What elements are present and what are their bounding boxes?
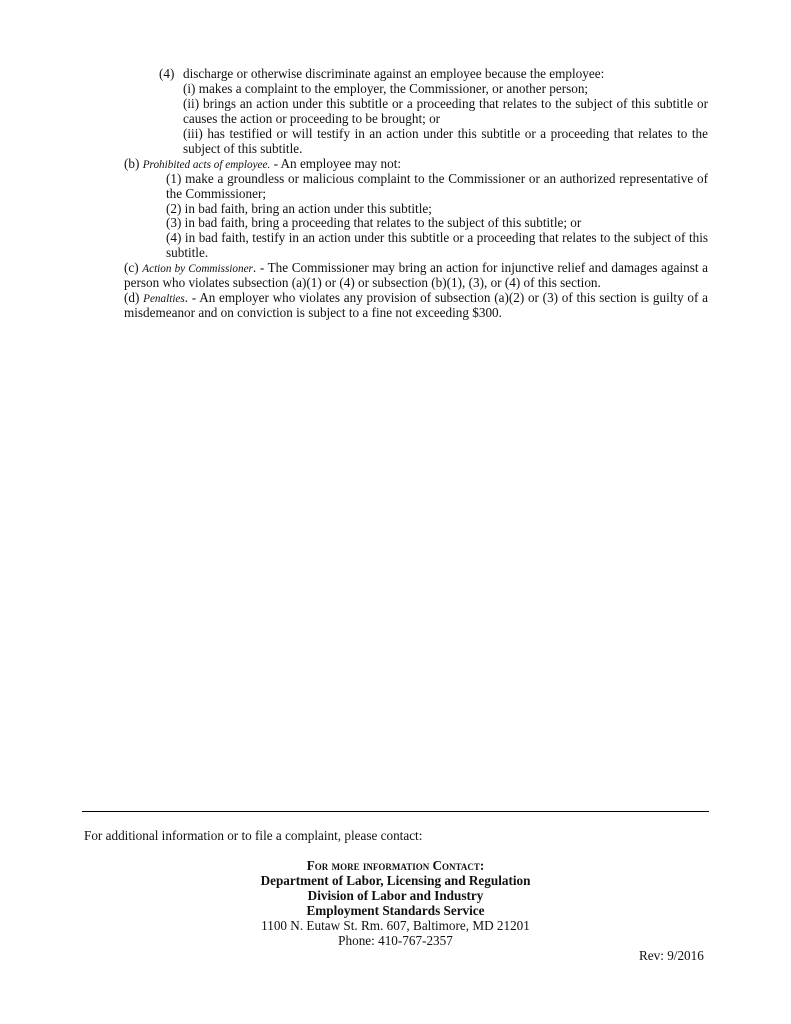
- division-name: Division of Labor and Industry: [307, 888, 484, 903]
- section-d-heading: Penalties: [143, 293, 185, 305]
- section-c-label: (c): [124, 260, 139, 275]
- b-item1-line2: the Commissioner;: [166, 186, 267, 201]
- office-address: 1100 N. Eutaw St. Rm. 607, Baltimore, MD 21201: [261, 918, 530, 933]
- a4-number: (4): [159, 66, 175, 81]
- contact-heading: For more information Contact:: [306, 858, 485, 873]
- footer-divider: [82, 811, 709, 812]
- section-b-label: (b): [124, 156, 140, 171]
- section-d-text-line2: misdemeanor and on conviction is subject to a fine not exceeding $300.: [124, 305, 502, 320]
- section-c-text-line1: . - The Commissioner may bring an action for injunctive relief and damages against a: [252, 260, 708, 275]
- b-item3: (3) in bad faith, bring a proceeding that relates to the subject of this subtitle; or: [166, 215, 582, 230]
- a4-item-ii-line2: causes the action or proceeding to be brought; or: [183, 111, 441, 126]
- b-item2: (2) in bad faith, bring an action under this subtitle;: [166, 201, 432, 216]
- a4-item-ii-line1: (ii) brings an action under this subtitle or a proceeding that relates to the subject of this subtitle or: [183, 96, 708, 111]
- a4-item-iii-line2: subject of this subtitle.: [183, 141, 303, 156]
- service-name: Employment Standards Service: [306, 903, 485, 918]
- section-d-label: (d): [124, 290, 140, 305]
- department-name: Department of Labor, Licensing and Regulation: [260, 873, 531, 888]
- b-item4-line2: subtitle.: [166, 245, 209, 260]
- contact-prompt: For additional information or to file a complaint, please contact:: [84, 828, 423, 843]
- a4-item-i: (i) makes a complaint to the employer, the Commissioner, or another person;: [183, 81, 589, 96]
- section-b-intro: - An employee may not:: [270, 156, 402, 171]
- a4-lead-text: discharge or otherwise discriminate against an employee because the employee:: [183, 66, 605, 81]
- section-c-heading: Action by Commissioner: [142, 263, 253, 275]
- section-c-text-line2: person who violates subsection (a)(1) or (4) or subsection (b)(1), (3), or (4) of this section.: [124, 275, 601, 290]
- b-item1-line1: (1) make a groundless or malicious complaint to the Commissioner or an authorized representative of: [166, 171, 708, 186]
- section-b-heading: Prohibited acts of employee.: [142, 159, 271, 171]
- section-d-text-line1: . - An employer who violates any provision of subsection (a)(2) or (3) of this section is guilty of a: [184, 290, 708, 305]
- b-item4-line1: (4) in bad faith, testify in an action under this subtitle or a proceeding that relates to the subject of this: [166, 230, 708, 245]
- revision-date: Rev: 9/2016: [639, 948, 704, 963]
- a4-item-iii-line1: (iii) has testified or will testify in an action under this subtitle or a proceeding that relates to the: [183, 126, 708, 141]
- phone-number: Phone: 410-767-2357: [338, 933, 453, 948]
